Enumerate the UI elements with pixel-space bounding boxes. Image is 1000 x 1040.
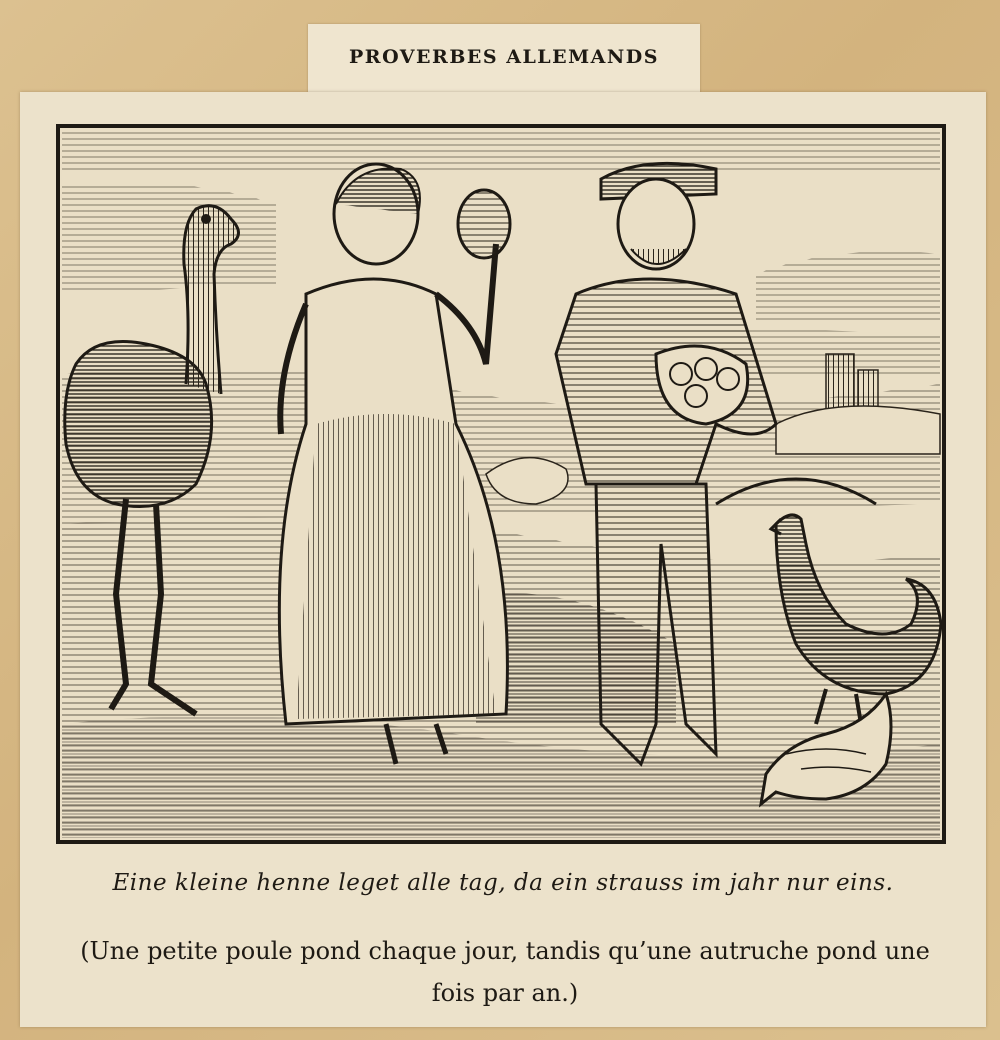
egg-in-hand xyxy=(458,190,510,258)
engraving-illustration xyxy=(56,124,946,844)
caption-french: (Une petite poule pond chaque jour, tandis qu’une autruche pond une fois par an.) xyxy=(80,937,930,1007)
caption-german: Eine kleine henne leget alle tag, da ein strauss im jahr nur eins. xyxy=(112,870,894,896)
page-title: PROVERBES ALLEMANDS xyxy=(349,46,659,68)
